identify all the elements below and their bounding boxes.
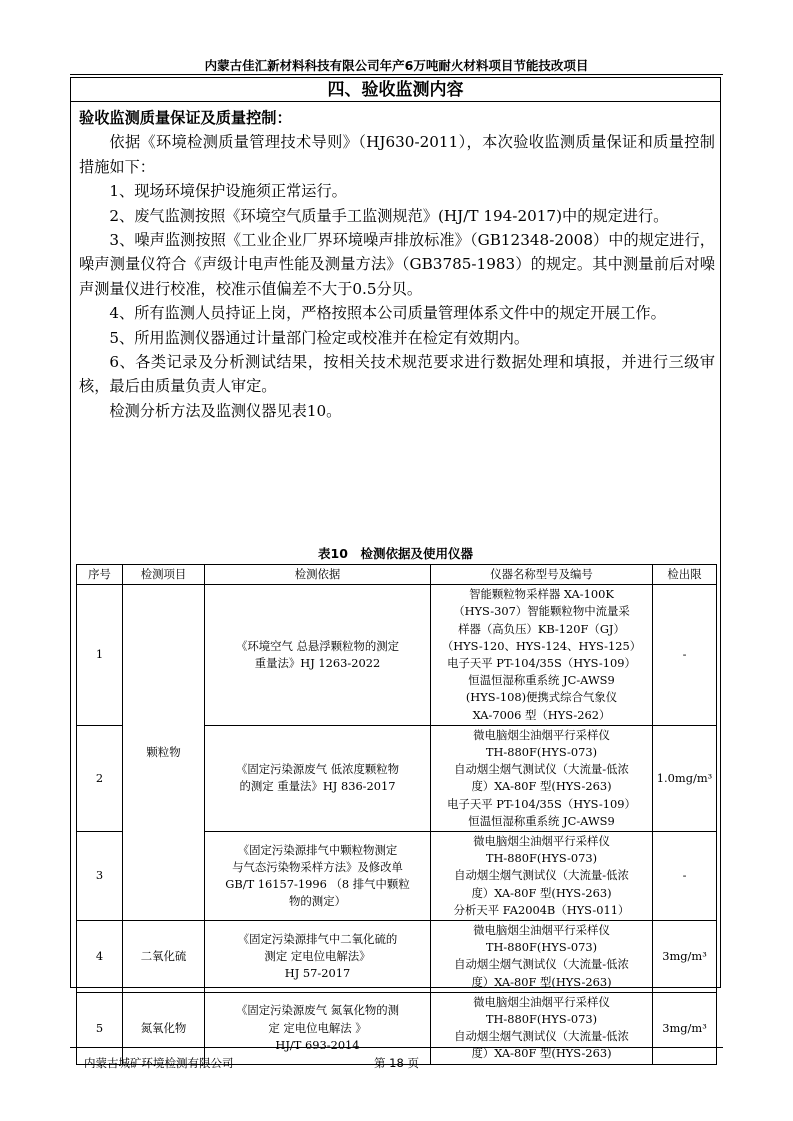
basis-line: 的测定 重量法》HJ 836-2017 xyxy=(239,779,396,794)
body-paragraph: 2、废气监测按照《环境空气质量手工监测规范》(HJ/T 194-2017)中的规定进行。 xyxy=(109,206,669,225)
header-item: 检测项目 xyxy=(123,565,205,585)
basis-line: 《固定污染源排气中二氧化硫的 xyxy=(237,931,398,946)
instrument-line: 样器（高负压）KB-120F（GJ） xyxy=(458,621,625,636)
basis-line: GB/T 16157-1996 （8 排气中颗粒 xyxy=(225,877,410,892)
cell-no: 4 xyxy=(77,921,123,993)
cell-limit: - xyxy=(653,585,717,726)
body-paragraph: 1、现场环境保护设施须正常运行。 xyxy=(109,182,347,201)
cell-item: 颗粒物 xyxy=(123,585,205,921)
instrument-line: 微电脑烟尘油烟平行采样仪 xyxy=(473,834,610,849)
instrument-line: 电子天平 PT-104/35S（HYS-109） xyxy=(447,656,636,671)
basis-line: 测定 定电位电解法》 xyxy=(264,948,371,963)
instrument-line: 恒温恒湿称重系统 JC-AWS9 xyxy=(468,673,615,688)
basis-line: 《固定污染源废气 氮氧化物的测 xyxy=(235,1003,400,1018)
header-no: 序号 xyxy=(77,565,123,585)
cell-instrument xyxy=(431,921,653,993)
footer-company: 内蒙古城矿环境检测有限公司 xyxy=(84,1056,234,1070)
instrument-line: （HYS-120、HYS-124、HYS-125） xyxy=(441,638,642,653)
instrument-line: （HYS-307）智能颗粒物中流量采 xyxy=(453,604,630,619)
body-subtitle: 验收监测质量保证及质量控制： xyxy=(79,109,292,127)
instrument-line: TH-880F(HYS-073) xyxy=(485,940,598,955)
cell-limit: 3mg/m³ xyxy=(653,992,717,1064)
header-instrument: 仪器名称型号及编号 xyxy=(431,565,653,585)
instrument-line: TH-880F(HYS-073) xyxy=(485,745,598,760)
table-header-row xyxy=(77,565,717,585)
table-row xyxy=(77,585,717,726)
cell-item: 二氧化硫 xyxy=(123,921,205,993)
cell-basis xyxy=(205,725,431,831)
body-paragraph: 3、噪声监测按照《工业企业厂界环境噪声排放标准》（GB12348-2008）中的规定进行，噪声测量仪符合《声级计电声性能及测量方法》（GB3785-1983）的规定。其中测量前后对噪声测量仪进行校准，校准示值偏差不大于0.5分贝。 xyxy=(79,231,715,298)
basis-line: HJ/T 693-2014 xyxy=(275,1037,360,1052)
instrument-line: TH-880F(HYS-073) xyxy=(485,1012,598,1027)
page-number: 第 18 页 xyxy=(374,1056,419,1070)
instrument-line: (HYS-108)便携式综合气象仪 xyxy=(465,690,618,705)
cell-limit: 3mg/m³ xyxy=(653,921,717,993)
cell-instrument xyxy=(431,832,653,921)
cell-limit: - xyxy=(653,832,717,921)
cell-no: 5 xyxy=(77,992,123,1064)
body-paragraph: 4、所有监测人员持证上岗，严格按照本公司质量管理体系文件中的规定开展工作。 xyxy=(109,304,666,323)
instrument-line: XA-7006 型（HYS-262） xyxy=(472,707,611,722)
instrument-line: 自动烟尘烟气测试仪（大流量-低浓 xyxy=(454,957,629,972)
body-paragraph: 依据《环境检测质量管理技术导则》（HJ630-2011），本次验收监测质量保证和质量控制措施如下： xyxy=(79,133,715,176)
instrument-line: 度）XA-80F 型(HYS-263) xyxy=(471,974,612,989)
content-frame xyxy=(70,77,721,1061)
basis-line: 《固定污染源废气 低浓度颗粒物 xyxy=(235,762,400,777)
cell-no: 2 xyxy=(77,725,123,831)
cell-no: 3 xyxy=(77,832,123,921)
body-paragraph: 5、所用监测仪器通过计量部门检定或校准并在检定有效期内。 xyxy=(109,328,530,347)
body-text xyxy=(79,106,715,423)
cell-basis xyxy=(205,832,431,921)
header-limit: 检出限 xyxy=(653,565,717,585)
instrument-line: 自动烟尘烟气测试仪（大流量-低浓 xyxy=(454,1029,629,1044)
table-caption: 表10 检测依据及使用仪器 xyxy=(318,546,473,561)
basis-line: HJ 57-2017 xyxy=(284,966,351,981)
instrument-line: 自动烟尘烟气测试仪（大流量-低浓 xyxy=(454,762,629,777)
body-paragraph: 检测分析方法及监测仪器见表10。 xyxy=(109,401,342,420)
table-row xyxy=(77,921,717,993)
cell-no: 1 xyxy=(77,585,123,726)
basis-line: 重量法》HJ 1263-2022 xyxy=(254,656,381,671)
basis-line: 与气态污染物采样方法》及修改单 xyxy=(232,859,403,874)
instrument-line: 微电脑烟尘油烟平行采样仪 xyxy=(473,994,610,1009)
instrument-line: 度）XA-80F 型(HYS-263) xyxy=(471,779,612,794)
cell-item: 氮氧化物 xyxy=(123,992,205,1064)
cell-instrument xyxy=(431,992,653,1064)
instrument-line: 恒温恒湿称重系统 JC-AWS9 xyxy=(468,813,615,828)
instrument-line: 自动烟尘烟气测试仪（大流量-低浓 xyxy=(454,868,629,883)
cell-limit: 1.0mg/m³ xyxy=(653,725,717,831)
instrument-line: TH-880F(HYS-073) xyxy=(485,851,598,866)
basis-line: 定 定电位电解法 》 xyxy=(268,1020,367,1035)
cell-instrument xyxy=(431,585,653,726)
body-paragraph: 6、各类记录及分析测试结果，按相关技术规范要求进行数据处理和填报，并进行三级审核，最后由质量负责人审定。 xyxy=(79,353,715,396)
cell-instrument xyxy=(431,725,653,831)
footer-divider xyxy=(70,1047,723,1048)
cell-basis xyxy=(205,992,431,1064)
instrument-line: 微电脑烟尘油烟平行采样仪 xyxy=(473,727,610,742)
page-header: 内蒙古佳汇新材料科技有限公司年产6万吨耐火材料项目节能技改项目 xyxy=(204,58,589,73)
instrument-line: 智能颗粒物采样器 XA-100K xyxy=(469,587,614,602)
section-title: 四、验收监测内容 xyxy=(71,78,720,102)
instrument-line: 度）XA-80F 型(HYS-263) xyxy=(471,1046,612,1061)
cell-basis xyxy=(205,585,431,726)
basis-line: 《环境空气 总悬浮颗粒物的测定 xyxy=(235,638,400,653)
instrument-line: 微电脑烟尘油烟平行采样仪 xyxy=(473,923,610,938)
basis-line: 《固定污染源排气中颗粒物测定 xyxy=(237,842,398,857)
instrument-line: 度）XA-80F 型(HYS-263) xyxy=(471,885,612,900)
instrument-line: 电子天平 PT-104/35S（HYS-109） xyxy=(447,796,636,811)
cell-basis xyxy=(205,921,431,993)
table-row xyxy=(77,992,717,1064)
header-divider xyxy=(70,74,723,75)
instrument-line: 分析天平 FA2004B（HYS-011） xyxy=(453,902,630,917)
header-basis: 检测依据 xyxy=(205,565,431,585)
instrument-table xyxy=(76,564,717,1065)
basis-line: 物的测定） xyxy=(289,894,346,909)
